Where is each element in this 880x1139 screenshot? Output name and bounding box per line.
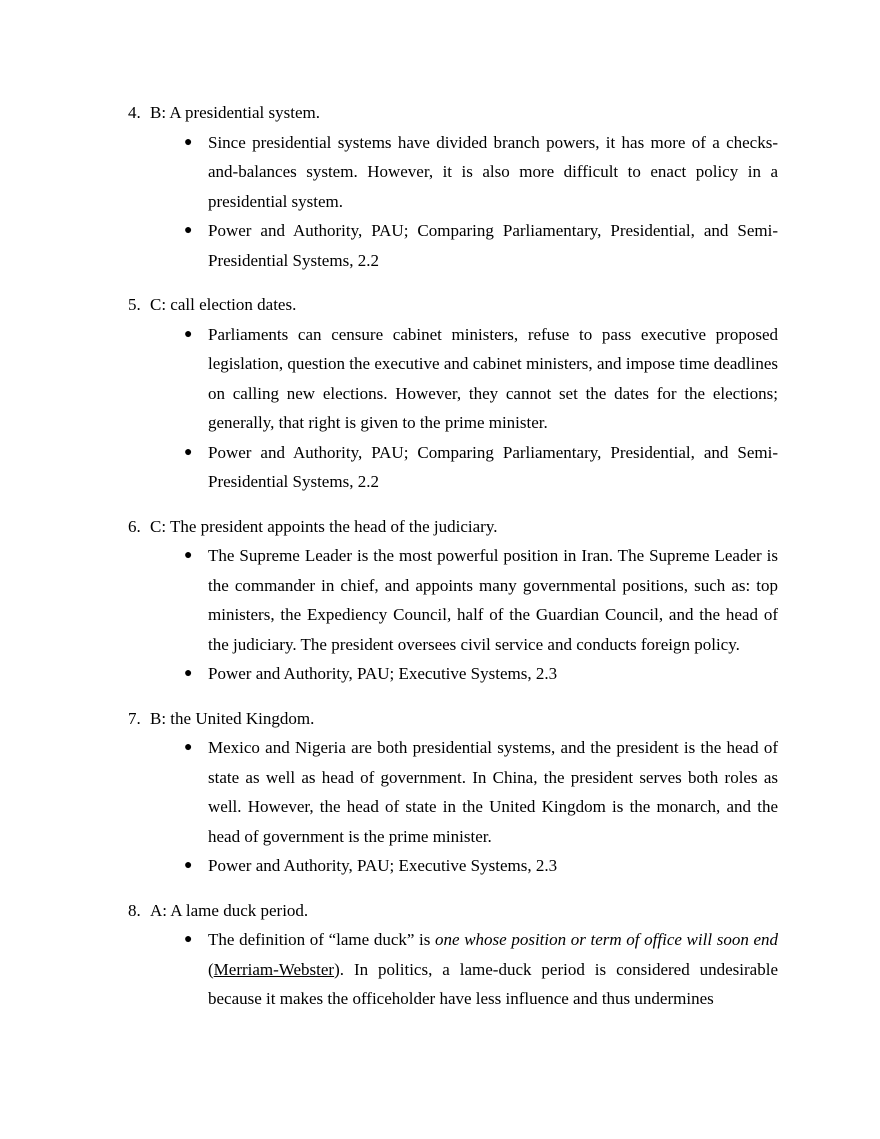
list-item-number: 7. bbox=[128, 708, 141, 728]
bullet-icon: ● bbox=[184, 740, 193, 755]
text-run: Power and Authority, PAU; Comparing Parliamentary, Presidential, and Semi-Presidential Systems, 2.2 bbox=[208, 442, 778, 491]
text-run-italic: one whose position or term of office will soon end bbox=[435, 930, 778, 949]
bullet-text bbox=[208, 216, 778, 275]
bullet-text bbox=[208, 851, 778, 881]
text-run: Since presidential systems have divided branch powers, it has more of a checks-and-balances system. However, it is also more difficult to enact policy in a presidential system. bbox=[208, 132, 778, 211]
bullet-icon: ● bbox=[184, 326, 193, 342]
text-run: ( bbox=[208, 959, 214, 979]
text-run: ). In politics, a lame-duck period is considered undesirable because it makes the officeholder have less influence and thus undermines bbox=[208, 959, 778, 1008]
text-run: Parliaments can censure cabinet ministers, refuse to pass executive proposed legislation, question the executive and cabinet ministers, and impose time deadlines on calling new elections. However, they cannot set the dates for the elections; generally, that right is given to the prime minister. bbox=[208, 324, 778, 432]
list-item bbox=[128, 512, 778, 689]
list-item-number: 8. bbox=[128, 900, 141, 920]
bullet-icon: ● bbox=[184, 666, 193, 681]
document-content bbox=[128, 98, 778, 1029]
bullet-item bbox=[128, 128, 778, 217]
list-item-answer: C: call election dates. bbox=[150, 295, 297, 314]
list-item-heading-row bbox=[128, 896, 778, 926]
bullet-text bbox=[208, 320, 778, 438]
list-item-number: 4. bbox=[128, 103, 141, 122]
text-run: Mexico and Nigeria are both presidential systems, and the president is the head of state as well as head of government. In China, the president serves both roles as well. However, the head of state in the United Kingdom is the monarch, and the head of government is the prime minister. bbox=[208, 738, 778, 846]
bullet-item bbox=[128, 659, 778, 689]
bullet-item bbox=[128, 733, 778, 851]
bullet-icon: ● bbox=[184, 858, 193, 873]
bullet-item bbox=[128, 851, 778, 881]
list-item bbox=[128, 98, 778, 275]
bullet-item bbox=[128, 541, 778, 659]
bullet-item bbox=[128, 320, 778, 438]
bullet-icon: ● bbox=[184, 134, 193, 150]
list-item-heading-row bbox=[128, 98, 778, 128]
list-item-answer: B: A presidential system. bbox=[150, 103, 320, 122]
list-item bbox=[128, 290, 778, 497]
list-item-answer: C: The president appoints the head of the judiciary. bbox=[150, 516, 498, 536]
bullet-icon: ● bbox=[184, 932, 193, 947]
list-item-heading-row bbox=[128, 704, 778, 734]
bullet-icon: ● bbox=[184, 223, 193, 238]
bullet-text bbox=[208, 925, 778, 1014]
list-item-heading-row bbox=[128, 290, 778, 320]
bullet-icon: ● bbox=[184, 548, 193, 563]
bullet-item bbox=[128, 216, 778, 275]
list-item-answer: B: the United Kingdom. bbox=[150, 708, 315, 728]
bullet-icon: ● bbox=[184, 444, 193, 460]
list-item-heading-row bbox=[128, 512, 778, 542]
bullet-item bbox=[128, 925, 778, 1014]
text-run: The definition of “lame duck” is bbox=[208, 930, 436, 949]
list-item bbox=[128, 896, 778, 1014]
bullet-text bbox=[208, 733, 778, 851]
bullet-text bbox=[208, 659, 778, 689]
text-run: The Supreme Leader is the most powerful position in Iran. The Supreme Leader is the commander in chief, and appoints many governmental positions, such as: top ministers, the Expediency Council, half of the Guardian Council, and the head of the judiciary. The president oversees civil service and conducts foreign policy. bbox=[208, 546, 778, 654]
text-run: Power and Authority, PAU; Executive Systems, 2.3 bbox=[208, 664, 558, 683]
list-item bbox=[128, 704, 778, 881]
text-run: Power and Authority, PAU; Comparing Parliamentary, Presidential, and Semi-Presidential Systems, 2.2 bbox=[208, 221, 778, 270]
bullet-item bbox=[128, 438, 778, 497]
list-item-number: 5. bbox=[128, 295, 141, 314]
bullet-text bbox=[208, 541, 778, 659]
merriam-webster-link[interactable]: Merriam-Webster bbox=[213, 959, 335, 979]
list-item-number: 6. bbox=[128, 516, 141, 536]
text-run: Power and Authority, PAU; Executive Systems, 2.3 bbox=[208, 856, 558, 875]
list-item-answer: A: A lame duck period. bbox=[150, 900, 309, 920]
bullet-text bbox=[208, 438, 778, 497]
bullet-text bbox=[208, 128, 778, 217]
